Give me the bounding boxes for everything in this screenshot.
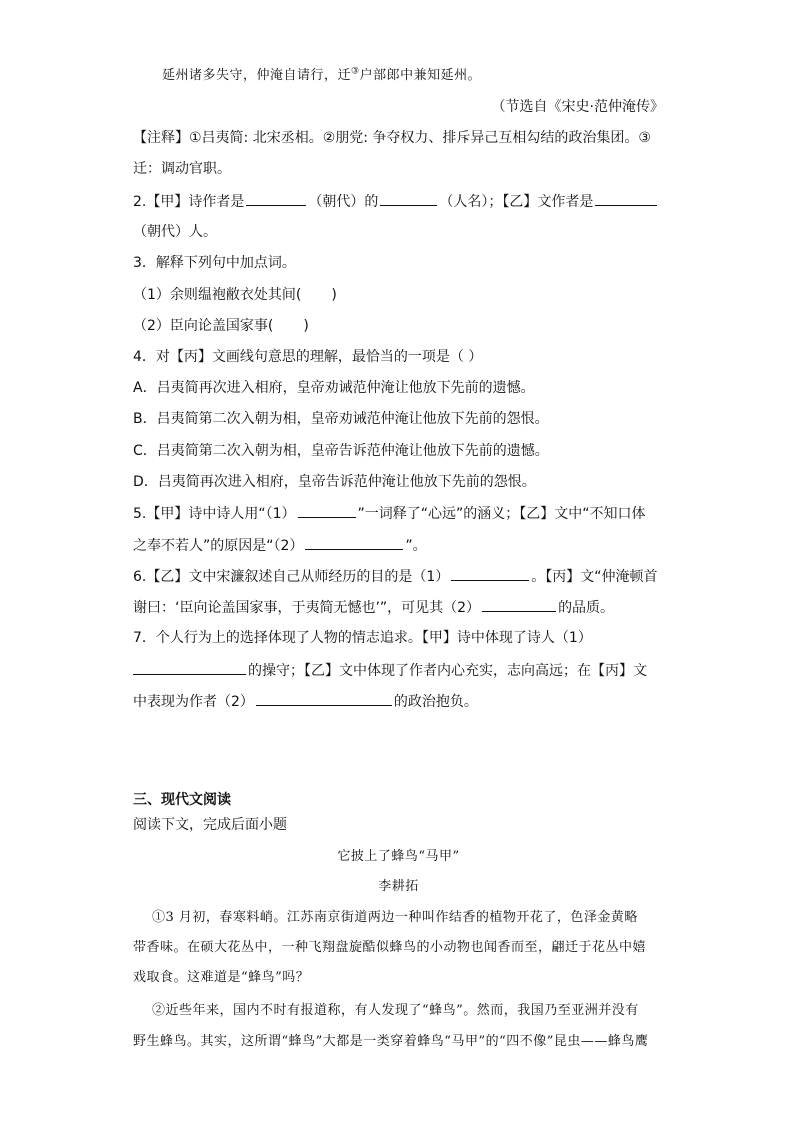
question-5-cont xyxy=(133,535,678,556)
answer-blank[interactable] xyxy=(380,191,437,206)
paragraph-1-line-1: ①3 月初，春寒料峭。江苏南京街道两边一种叫作结香的植物开花了，色泽金黄略 xyxy=(152,910,638,925)
text: ) xyxy=(331,287,337,303)
text: （人名）；【乙】文作者是 xyxy=(439,194,594,210)
question-3-2 xyxy=(133,316,678,336)
question-6-cont xyxy=(133,597,678,618)
text: ”一词释了“心远”的涵义；【乙】文中“不知口体 xyxy=(357,506,646,522)
answer-blank[interactable] xyxy=(246,191,306,206)
text: 的政治抱负。 xyxy=(393,694,478,710)
text-line-1 xyxy=(162,66,707,86)
text: 。【丙】文“仲淹顿首 xyxy=(531,569,658,585)
source-line: （节选自《宋史·范仲淹传》 xyxy=(491,99,664,115)
option-d[interactable]: D．吕夷简再次进入相府，皇帝告诉范仲淹让他放下先前的怨恨。 xyxy=(133,474,536,490)
question-7-cont xyxy=(133,660,678,681)
question-7-cont2 xyxy=(133,691,678,712)
superscript: ③ xyxy=(351,66,360,77)
question-3: 3．解释下列句中加点词。 xyxy=(133,255,296,271)
text: （2）臣向论盖国家事( xyxy=(133,318,274,334)
text: 的操守；【乙】文中体现了作者内心充实，志向高远；在【丙】文 xyxy=(248,663,647,679)
text: 户部郎中兼知延州。 xyxy=(359,68,482,83)
article-author: 李耕拓 xyxy=(378,879,419,894)
text: ) xyxy=(303,318,309,334)
answer-blank[interactable] xyxy=(451,566,529,581)
paragraph-2-line-2: 野生蜂鸟。其实，这所谓“蜂鸟”大都是一类穿着蜂鸟“马甲”的“四不像”昆虫——蜂鸟鹰 xyxy=(133,1034,649,1049)
section-heading: 三、现代文阅读 xyxy=(133,792,231,808)
text: （朝代）的 xyxy=(308,194,379,210)
option-c[interactable]: C．吕夷简第二次入朝为相，皇帝告诉范仲淹让他放下先前的遗憾。 xyxy=(133,443,549,459)
paragraph-1-line-3: 戏取食。这难道是“蜂鸟”吗？ xyxy=(133,970,310,985)
note-line-1: 【注释】①吕夷简: 北宋丞相。②朋党: 争夺权力、排斥异己互相勾结的政治集团。③ xyxy=(133,130,651,146)
text: 谢曰：‘臣向论盖国家事，于夷简无憾也’”，可见其（2） xyxy=(133,600,481,616)
answer-blank[interactable] xyxy=(595,191,657,206)
question-6 xyxy=(133,566,678,587)
text: （1）余则缊袍敝衣处其间( xyxy=(133,287,302,303)
text: 2.【甲】诗作者是 xyxy=(133,194,245,210)
question-2 xyxy=(133,191,678,212)
question-7: 7．个人行为上的选择体现了人物的情志追求。【甲】诗中体现了诗人（1） xyxy=(133,630,592,646)
question-2-cont: （朝代）人。 xyxy=(133,224,217,240)
article-title: 它披上了蜂鸟“马甲” xyxy=(337,849,460,864)
text: ”。 xyxy=(405,538,427,554)
option-b[interactable]: B．吕夷简第二次入朝为相，皇帝劝诫范仲淹让他放下先前的怨恨。 xyxy=(133,411,549,427)
answer-blank[interactable] xyxy=(133,660,246,675)
answer-blank[interactable] xyxy=(482,597,556,612)
answer-blank[interactable] xyxy=(305,535,403,550)
answer-blank[interactable] xyxy=(256,691,392,706)
question-3-1 xyxy=(133,285,678,305)
text: 5.【甲】诗中诗人用“（1） xyxy=(133,506,296,522)
question-5 xyxy=(133,503,678,524)
text: 的品质。 xyxy=(558,600,615,616)
note-line-2: 迁：调动官职。 xyxy=(133,161,231,177)
text: 之奉不若人”的原因是“（2） xyxy=(133,538,304,554)
text: 6.【乙】文中宋濂叙述自己从师经历的目的是（1） xyxy=(133,569,450,585)
question-4: 4．对【丙】文画线句意思的理解，最恰当的一项是（ ） xyxy=(133,349,483,365)
text: 中表现为作者（2） xyxy=(133,694,254,710)
paragraph-2-line-1: ②近些年来，国内不时有报道称，有人发现了“蜂鸟”。然而，我国乃至亚洲并没有 xyxy=(152,1003,639,1018)
answer-blank[interactable] xyxy=(298,503,356,518)
option-a[interactable]: A．吕夷简再次进入相府，皇帝劝诫范仲淹让他放下先前的遗憾。 xyxy=(133,380,535,396)
instruction: 阅读下文，完成后面小题 xyxy=(133,817,287,833)
paragraph-1-line-2: 带香味。在硕大花丛中，一种飞翔盘旋酷似蜂鸟的小动物也闻香而至，翩迁于花丛中嬉 xyxy=(133,940,647,955)
text: 延州诸多失守，仲淹自请行，迁 xyxy=(162,68,352,83)
